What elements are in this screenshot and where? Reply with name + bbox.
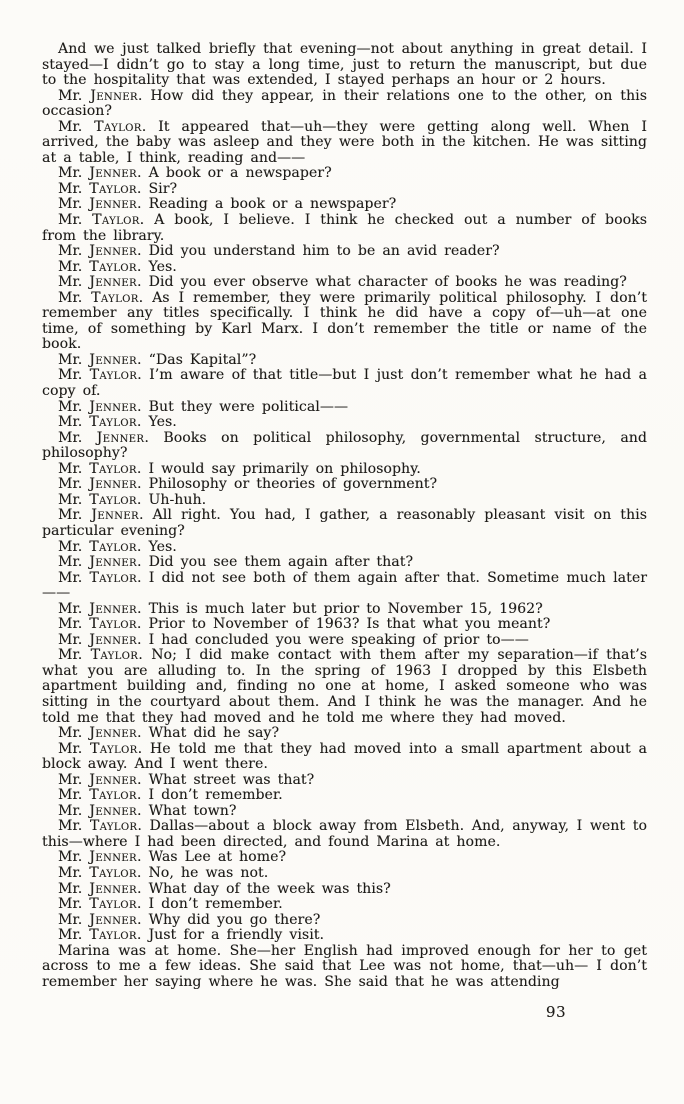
transcript-paragraph: Mr. Jenner. Was Lee at home? [58,849,287,866]
transcript-paragraph: Mr. Jenner. What did he say? [58,725,280,742]
transcript-paragraph: Mr. Taylor. Dallas—about a block away from Elsbeth. And, anyway, I went to this—where I had been directed, and found Marina at home. [42,818,647,850]
speaker-label: Mr. Jenner. [58,165,142,182]
speaker-name: Jenner [89,165,137,182]
speaker-name: Taylor [89,787,137,804]
speaker-name: Taylor [89,896,137,913]
transcript-paragraph: Mr. Taylor. I’m aware of that title—but I just don’t remember what he had a copy of. [42,367,647,400]
speaker-label: Mr. Taylor. [58,491,142,508]
speaker-label: Mr. Jenner. [58,554,142,571]
speaker-name: Taylor [89,180,137,197]
speaker-label: Mr. Jenner. [58,243,142,260]
transcript-paragraph: Mr. Jenner. Philosophy or theories of government? [58,476,438,493]
speaker-name: Taylor [89,491,137,508]
speaker-name: Taylor [89,414,137,431]
speaker-name: Taylor [91,289,139,306]
page-number: 93 [545,1003,566,1021]
speaker-name: Taylor [89,538,137,555]
speaker-name: Jenner [89,351,137,368]
speaker-label: Mr. Taylor. [58,538,142,555]
transcript-paragraph: Mr. Taylor. I don’t remember. [58,896,283,913]
speaker-name: Taylor [89,927,137,944]
speaker-name: Jenner [89,398,137,415]
speaker-label: Mr. Taylor. [58,616,142,633]
speaker-label: Mr. Taylor. [58,180,142,197]
speaker-label: Mr. Taylor. [58,212,145,229]
speaker-label: Mr. Jenner. [58,476,142,493]
transcript-paragraph: Mr. Taylor. A book, I believe. I think he checked out a number of books from the library. [42,212,647,244]
transcript-paragraph: Mr. Jenner. I had concluded you were speaking of prior to—— [58,631,529,648]
speaker-label: Mr. Jenner. [58,771,142,788]
transcript-paragraph: Mr. Taylor. Just for a friendly visit. [58,927,325,944]
transcript-paragraph: Mr. Taylor. Sir? [58,180,178,197]
speaker-name: Jenner [90,87,138,104]
speaker-name: Jenner [89,196,137,213]
transcript-paragraph: Mr. Jenner. Why did you go there? [58,911,321,928]
speaker-name: Jenner [89,243,137,260]
speaker-name: Taylor [89,367,138,384]
speaker-label: Mr. Taylor. [58,289,144,306]
speaker-label: Mr. Taylor. [58,258,142,275]
speaker-label: Mr. Taylor. [58,927,142,944]
speaker-name: Jenner [89,274,137,291]
speaker-label: Mr. Jenner. [58,911,142,928]
speaker-name: Taylor [89,818,138,835]
speaker-label: Mr. Taylor. [58,864,142,881]
transcript-paragraph: Mr. Jenner. All right. You had, I gather, a reasonably pleasant visit on this particular evening? [42,507,648,539]
speaker-label: Mr. Jenner. [58,849,142,866]
transcript-paragraph: Marina was at home. She—her English had improved enough for her to get across to me a few ideas. She said that Lee was not home, that—uh— I don’t remember her saying where he was. She said that he was attending [42,942,647,990]
transcript-paragraph: Mr. Jenner. What street was that? [58,771,315,788]
speaker-label: Mr. Jenner. [58,880,142,897]
speaker-label: Mr. Jenner. [58,398,142,415]
transcript-paragraph: Mr. Taylor. Yes. [58,538,177,555]
speaker-label: Mr. Jenner. [58,87,143,104]
speaker-name: Taylor [94,118,142,135]
speaker-label: Mr. Taylor. [58,414,142,431]
transcript-paragraph: Mr. Jenner. What day of the week was this? [58,880,391,897]
speaker-name: Taylor [92,212,140,229]
transcript-paragraph: And we just talked briefly that evening—not about anything in great detail. I stayed—I didn’t go to stay a long time, just to return the manuscript, but due to the hospitality that was extended, I stayed perhaps an hour or 2 hours. [42,41,647,89]
transcript-paragraph: Mr. Taylor. I would say primarily on philosophy. [58,460,421,477]
speaker-label: Mr. Jenner. [58,507,144,524]
speaker-name: Jenner [96,429,145,446]
speaker-label: Mr. Taylor. [58,740,143,757]
speaker-label: Mr. Taylor. [58,647,143,664]
speaker-label: Mr. Jenner. [58,196,142,213]
speaker-name: Taylor [89,569,137,586]
speaker-name: Jenner [89,771,137,788]
speaker-name: Jenner [89,849,137,866]
speaker-label: Mr. Taylor. [58,460,142,477]
transcript-paragraph: Mr. Jenner. What town? [58,802,237,819]
transcript-paragraph: Mr. Jenner. Did you ever observe what character of books he was reading? [58,274,627,291]
transcript-paragraph: Mr. Taylor. No, he was not. [58,864,269,881]
speaker-name: Taylor [90,740,138,757]
transcript-paragraph: Mr. Taylor. I don’t remember. [58,787,283,804]
speaker-name: Taylor [89,616,137,633]
speaker-label: Mr. Jenner. [58,802,142,819]
transcript-paragraph: Mr. Jenner. Did you understand him to be an avid reader? [58,243,500,260]
speaker-label: Mr. Jenner. [58,429,149,446]
transcript-paragraph: Mr. Taylor. Prior to November of 1963? Is that what you meant? [58,616,551,633]
speaker-label: Mr. Jenner. [58,600,142,617]
speaker-name: Jenner [91,507,139,524]
speaker-label: Mr. Taylor. [58,367,142,384]
speaker-label: Mr. Jenner. [58,351,142,368]
speaker-label: Mr. Taylor. [58,818,142,835]
speaker-name: Jenner [89,880,137,897]
speaker-name: Taylor [89,460,137,477]
transcript-paragraph: Mr. Jenner. How did they appear, in their relations one to the other, on this occasion? [42,87,647,120]
transcript-paragraph: Mr. Jenner. Reading a book or a newspaper? [58,196,397,213]
transcript-paragraph: Mr. Jenner. Books on political philosophy, governmental structure, and philosophy? [42,429,647,462]
speaker-name: Jenner [89,725,137,742]
speaker-name: Jenner [89,631,137,648]
transcript-paragraph: Mr. Jenner. This is much later but prior to November 15, 1962? [58,600,543,617]
transcript-paragraph: Mr. Jenner. A book or a newspaper? [58,165,332,182]
speaker-label: Mr. Jenner. [58,274,142,291]
transcript-paragraph: Mr. Taylor. Uh-huh. [58,491,207,508]
speaker-name: Jenner [89,802,137,819]
transcript-paragraph: Mr. Taylor. It appeared that—uh—they were getting along well. When I arrived, the baby was asleep and they were both in the kitchen. He was sitting at a table, I think, reading and—— [42,118,647,166]
speaker-label: Mr. Jenner. [58,725,142,742]
transcript-paragraph: Mr. Jenner. “Das Kapital”? [58,351,257,368]
transcript-paragraph: Mr. Taylor. No; I did make contact with them after my separation—if that’s what you are alluding to. In the spring of 1963 I dropped by this Elsbeth apartment building and, finding no one at home, I asked someone who was sitting in the courtyard about them. And I think he was the manager. And he told me that they had moved and he told me where they had moved. [42,647,647,726]
speaker-label: Mr. Taylor. [58,118,147,135]
transcript-paragraph: Mr. Jenner. Did you see them again after that? [58,554,414,571]
transcript-paragraph: Mr. Taylor. Yes. [58,414,177,431]
speaker-label: Mr. Taylor. [58,787,142,804]
speaker-label: Mr. Taylor. [58,896,142,913]
transcript-paragraph: Mr. Jenner. But they were political—— [58,398,349,415]
speaker-name: Jenner [89,911,137,928]
speaker-label: Mr. Jenner. [58,631,142,648]
speaker-name: Taylor [89,258,137,275]
speaker-name: Jenner [89,554,137,571]
transcript-paragraph: Mr. Taylor. As I remember, they were primarily political philosophy. I don’t remember any titles specifically. I think he did have a copy of—uh—at one time, of something by Karl Marx. I don’t remember the title or name of the book. [42,289,647,353]
transcript-body [42,42,647,990]
transcript-paragraph: Mr. Taylor. He told me that they had moved into a small apartment about a block away. And I went there. [42,740,647,773]
speaker-name: Taylor [90,647,139,664]
speaker-name: Taylor [89,864,137,881]
speaker-name: Jenner [89,476,137,493]
speaker-label: Mr. Taylor. [58,569,142,586]
speaker-name: Jenner [89,600,137,617]
transcript-paragraph: Mr. Taylor. Yes. [58,258,177,275]
transcript-paragraph: Mr. Taylor. I did not see both of them again after that. Sometime much later—— [42,569,647,602]
